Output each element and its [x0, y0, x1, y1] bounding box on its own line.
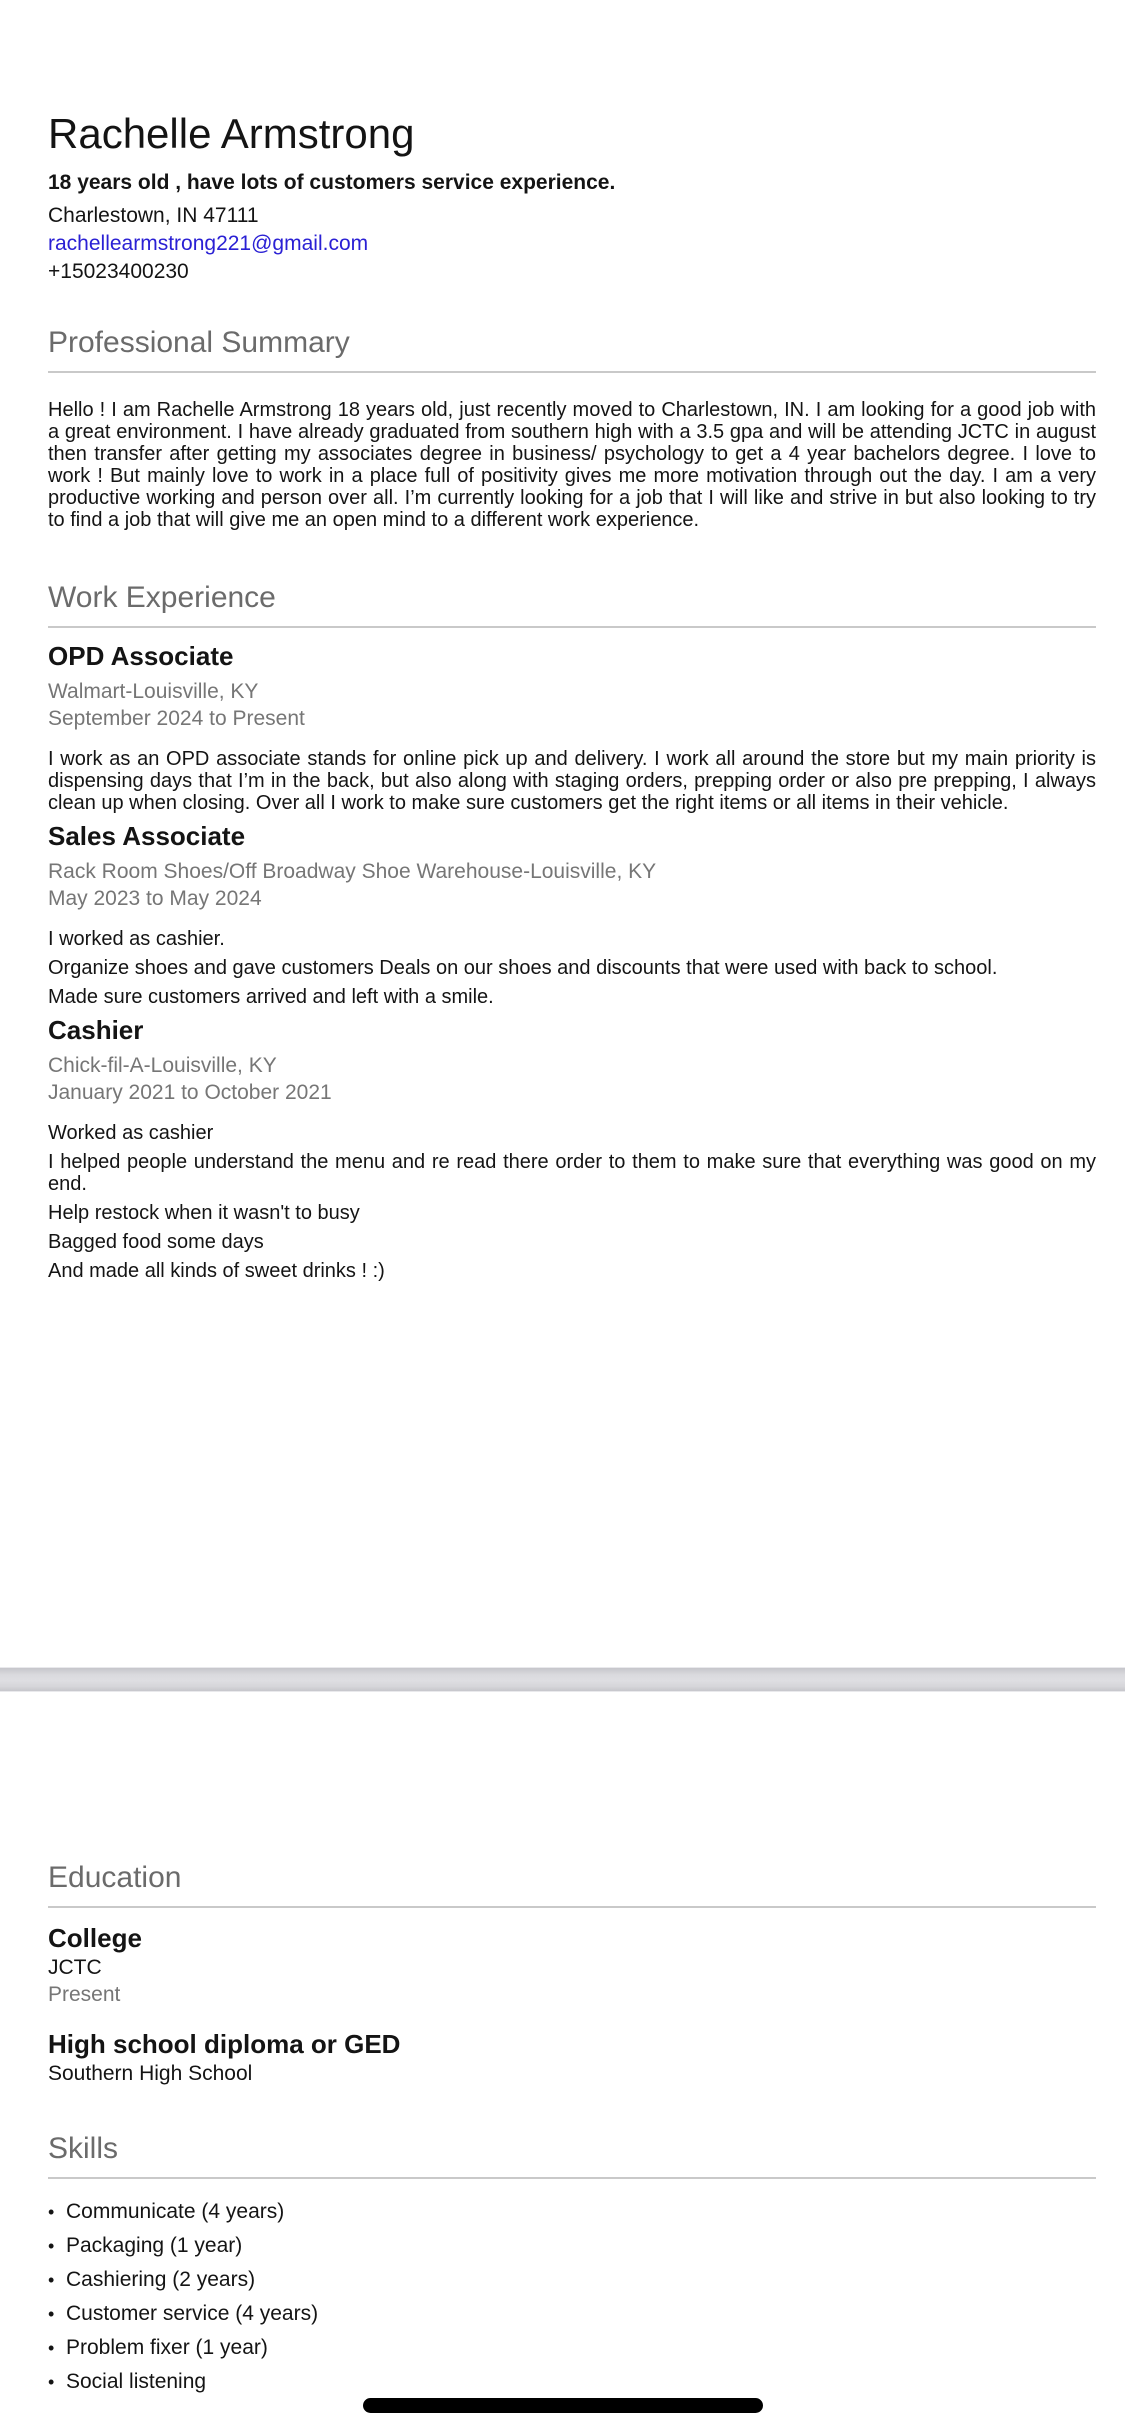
skill-item: [48, 2229, 1096, 2263]
education-dates: Present: [48, 1983, 121, 2006]
bullet-icon: •: [48, 2304, 55, 2324]
job-dates: September 2024 to Present: [48, 707, 305, 730]
job-description: Made sure customers arrived and left with a smile.: [48, 986, 494, 1008]
resume-name: Rachelle Armstrong: [48, 110, 415, 157]
education-degree: College: [48, 1923, 142, 1953]
email-link[interactable]: rachellearmstrong221@gmail.com: [48, 232, 369, 255]
job-description: Help restock when it wasn't to busy: [48, 1202, 360, 1224]
job-dates: January 2021 to October 2021: [48, 1081, 332, 1104]
location-text: Charlestown, IN 47111: [48, 204, 259, 227]
bullet-icon: •: [48, 2270, 55, 2290]
job-description: I worked as cashier.: [48, 928, 225, 950]
job-dates: May 2023 to May 2024: [48, 887, 262, 910]
section-heading-work-experience: Work Experience: [48, 580, 1096, 628]
job-description: Organize shoes and gave customers Deals on our shoes and discounts that were used with back to school.: [48, 957, 998, 979]
section-heading-education: Education: [48, 1860, 1096, 1908]
skills-list: [48, 2195, 1096, 2399]
section-heading-skills: Skills: [48, 2131, 1096, 2179]
skill-label: Customer service (4 years): [66, 2302, 319, 2325]
skill-item: [48, 2195, 1096, 2229]
job-entry: [48, 640, 1096, 814]
skill-item: [48, 2331, 1096, 2365]
job-entry: [48, 1014, 1096, 1282]
skill-item: [48, 2365, 1096, 2399]
education-entry: [48, 2028, 1096, 2087]
bullet-icon: •: [48, 2372, 55, 2392]
education-school: Southern High School: [48, 2062, 253, 2085]
skill-item: [48, 2297, 1096, 2331]
skill-item: [48, 2263, 1096, 2297]
skill-label: Social listening: [66, 2370, 207, 2393]
education-entry: [48, 1922, 1096, 2008]
job-description: And made all kinds of sweet drinks ! :): [48, 1260, 385, 1282]
phone-text: +15023400230: [48, 260, 189, 283]
skill-label: Cashiering (2 years): [66, 2268, 256, 2291]
summary-paragraph: Hello ! I am Rachelle Armstrong 18 years old, just recently moved to Charlestown, IN. I am looking for a good job with a great environment. I have already graduated from southern high with a 3.5 gpa and will be attending JCTC in august then transfer after getting my associates degree in business/ psychology to get a 4 year bachelors degree. I love to work ! But mainly love to work in a place full of positivity gives me more motivation through out the day. I am a very productive working and person over all. I’m currently looking for a job that I will like and strive in but also looking to try to find a job that will give me an open mind to a different work experience.: [48, 399, 1096, 531]
bullet-icon: •: [48, 2236, 55, 2256]
skill-label: Problem fixer (1 year): [66, 2336, 268, 2359]
job-entry: [48, 820, 1096, 1008]
bullet-icon: •: [48, 2338, 55, 2358]
bullet-icon: •: [48, 2202, 55, 2222]
job-description: Worked as cashier: [48, 1122, 214, 1144]
education-degree: High school diploma or GED: [48, 2029, 401, 2059]
job-title: Sales Associate: [48, 821, 246, 851]
job-title: OPD Associate: [48, 641, 234, 671]
resume-page-2: [0, 1692, 1125, 2436]
education-school: JCTC: [48, 1956, 102, 1979]
job-description: I helped people understand the menu and re read there order to them to make sure that everything was good on my end.: [48, 1151, 1096, 1195]
section-heading-professional-summary: Professional Summary: [48, 325, 1096, 373]
job-company: Rack Room Shoes/Off Broadway Shoe Warehouse-Louisville, KY: [48, 860, 657, 883]
job-description: I work as an OPD associate stands for online pick up and delivery. I work all around the store but my main priority is dispensing days that I’m in the back, but also along with staging orders, prepping order or also pre prepping, I always clean up when closing. Over all I work to make sure customers get the right items or all items in their vehicle.: [48, 748, 1096, 814]
job-company: Walmart-Louisville, KY: [48, 680, 259, 703]
job-company: Chick-fil-A-Louisville, KY: [48, 1054, 277, 1077]
job-title: Cashier: [48, 1015, 144, 1045]
resume-tagline: 18 years old , have lots of customers service experience.: [48, 171, 616, 194]
page-break-separator: [0, 1667, 1125, 1692]
skill-label: Communicate (4 years): [66, 2200, 285, 2223]
skill-label: Packaging (1 year): [66, 2234, 243, 2257]
job-description: Bagged food some days: [48, 1231, 264, 1253]
home-indicator[interactable]: [363, 2398, 763, 2413]
